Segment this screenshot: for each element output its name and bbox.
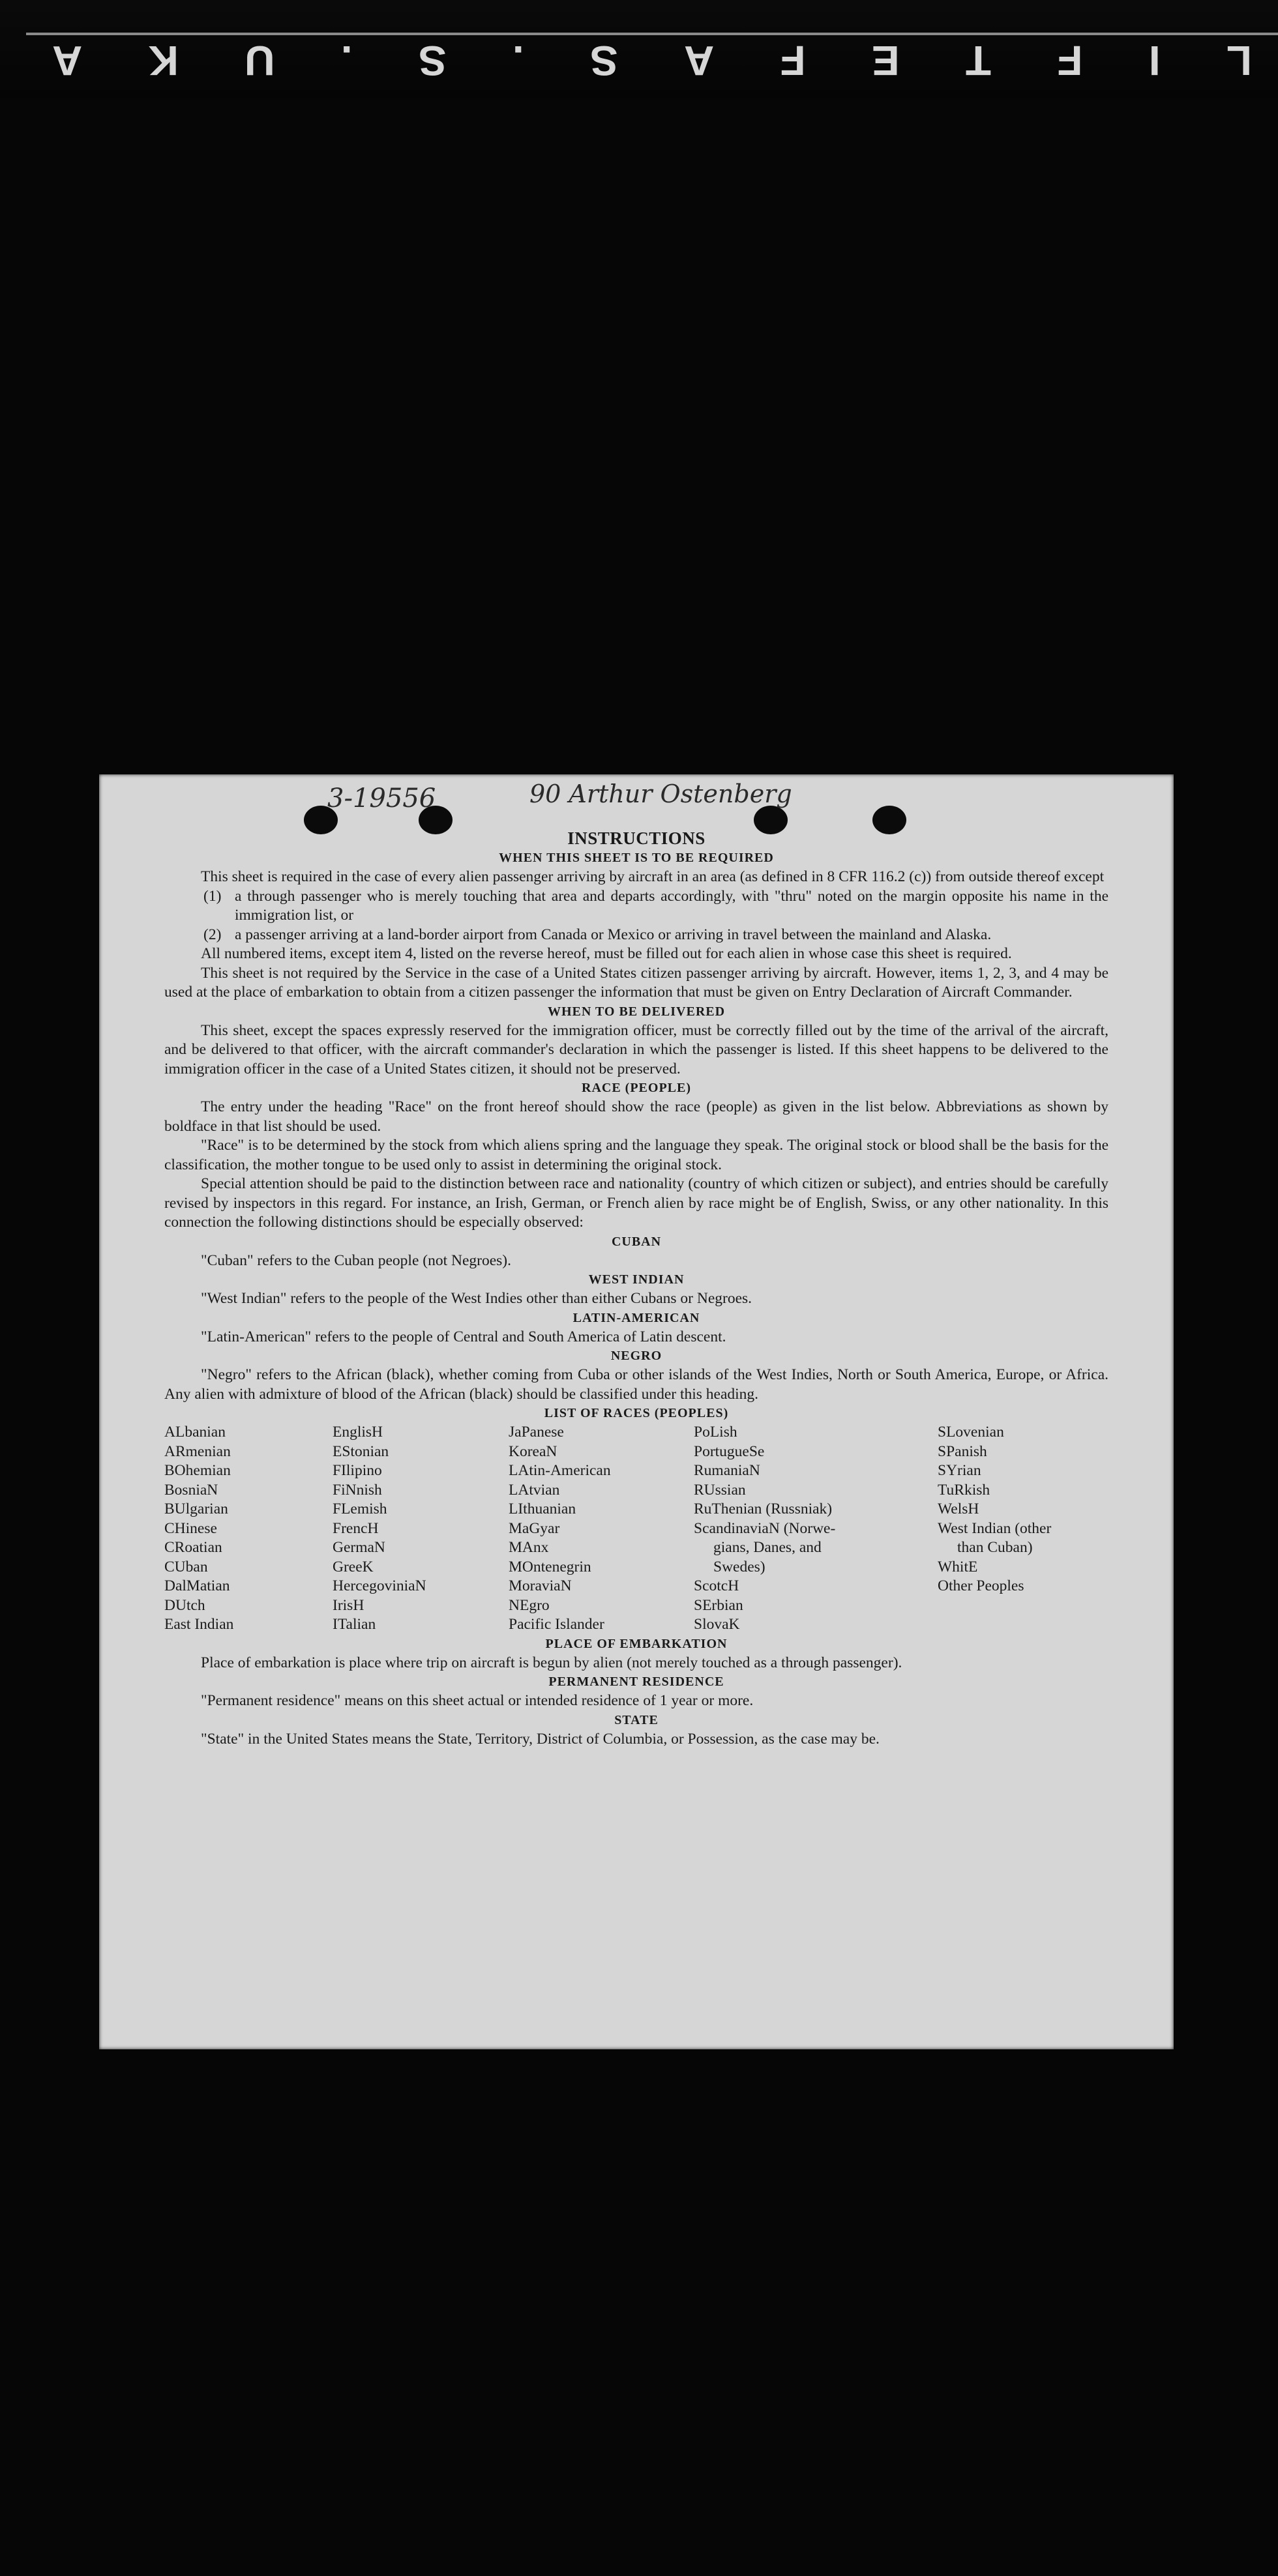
paragraph: Place of embarkation is place where trip on aircraft is begun by alien (not merely touched as a through passenger). — [201, 1654, 902, 1671]
film-letter: S — [418, 37, 447, 84]
film-edge-lettering — [52, 38, 1252, 83]
race-entry: ScandinaviaN (Norwe- — [694, 1519, 836, 1537]
race-entry: DUtch — [164, 1596, 205, 1614]
item-text: a through passenger who is merely touching that area and departs accordingly, with "thru" noted on the margin opposite his name in the immigration list, or — [235, 887, 1108, 924]
race-entry: East Indian — [164, 1616, 234, 1633]
race-entry: SYrian — [938, 1462, 981, 1479]
film-letter: A — [683, 37, 715, 84]
race-entry-continued: than Cuban) — [957, 1539, 1033, 1556]
paragraph: "West Indian" refers to the people of the West Indies other than either Cubans or Negroes. — [201, 1290, 752, 1307]
race-entry: ITalian — [333, 1616, 376, 1633]
race-entry: JaPanese — [509, 1424, 564, 1441]
race-entry: CRoatian — [164, 1539, 222, 1556]
item-text: a passenger arriving at a land-border airport from Canada or Mexico or arriving in travel between the mainland and Alaska. — [235, 926, 992, 943]
handwritten-annotation: 90 Arthur Ostenberg — [529, 780, 792, 808]
race-entry: EStonian — [333, 1442, 389, 1460]
race-entry: ScotcH — [694, 1577, 739, 1594]
section-heading-race: RACE (PEOPLE) — [582, 1081, 691, 1095]
document-title: INSTRUCTIONS — [567, 828, 706, 848]
race-entry: LAtvian — [509, 1481, 560, 1499]
section-heading-delivered: WHEN TO BE DELIVERED — [547, 1004, 726, 1019]
document-body — [164, 828, 1108, 1749]
paragraph: All numbered items, except item 4, listed on the reverse hereof, must be filled out for each alien in whose case this sheet is required. — [201, 945, 1012, 962]
races-column — [333, 1423, 509, 1635]
races-column — [164, 1423, 333, 1635]
race-entry: Pacific Islander — [509, 1616, 604, 1633]
paragraph: "Permanent residence" means on this sheet actual or intended residence of 1 year or more. — [201, 1692, 754, 1709]
film-letter: K — [148, 37, 179, 84]
race-entry: TuRkish — [938, 1481, 990, 1499]
race-entry: FiNnish — [333, 1481, 382, 1499]
film-letter: . — [340, 37, 353, 84]
heading-list-of-races: LIST OF RACES (PEOPLES) — [544, 1406, 729, 1420]
race-entry: FIlipino — [333, 1462, 382, 1479]
exception-item — [203, 926, 1108, 945]
film-letter: F — [1057, 37, 1083, 84]
handwritten-file-number: 3-19556 — [327, 783, 436, 813]
race-entry: RuThenian (Russniak) — [694, 1500, 833, 1517]
film-edge — [0, 0, 1278, 98]
race-entry: GreeK — [333, 1558, 374, 1575]
races-list — [164, 1423, 1108, 1635]
races-column — [694, 1423, 938, 1635]
item-number: (2) — [203, 926, 222, 943]
race-entry: FLemish — [333, 1500, 387, 1517]
race-entry: LIthuanian — [509, 1500, 576, 1517]
paragraph: This sheet is not required by the Service in the case of a United States citizen passenger arriving by aircraft. However, items 1, 2, 3, and 4 may be used at the place of embarkation to obtain from a citizen passenger the information that must be given on Entry Declaration of Aircraft Commander. — [164, 964, 1108, 1001]
film-letter: . — [512, 37, 524, 84]
film-edge-rule — [26, 33, 1278, 35]
race-entry: LAtin-American — [509, 1462, 611, 1479]
race-entry: GermaN — [333, 1539, 385, 1556]
race-entry: SPanish — [938, 1442, 987, 1460]
film-letter: U — [245, 37, 275, 84]
race-entry: MoraviaN — [509, 1577, 572, 1594]
race-entry: Other Peoples — [938, 1577, 1024, 1594]
heading-negro: NEGRO — [610, 1349, 662, 1363]
paragraph: Special attention should be paid to the distinction between race and nationality (country of which citizen or subject), and entries should be carefully revised by inspectors in this regard. For instance, an Irish, German, or French alien by race might be of English, Swiss, or any other nationality. In this connection the following distinctions should be especially observed: — [164, 1175, 1108, 1231]
race-entry: RumaniaN — [694, 1462, 760, 1479]
race-entry: SErbian — [694, 1596, 743, 1614]
paragraph: This sheet is required in the case of every alien passenger arriving by aircraft in an area (as defined in 8 CFR 116.2 (c)) from outside thereof except — [201, 868, 1105, 885]
race-entry: ARmenian — [164, 1442, 231, 1460]
race-entry: RUssian — [694, 1481, 746, 1499]
race-entry: SLovenian — [938, 1424, 1004, 1441]
race-entry: MaGyar — [509, 1519, 560, 1537]
film-letter: I — [1148, 37, 1161, 84]
race-entry: PoLish — [694, 1424, 737, 1441]
race-entry: MOntenegrin — [509, 1558, 591, 1575]
race-entry: FrencH — [333, 1519, 379, 1537]
race-entry: WelsH — [938, 1500, 979, 1517]
film-letter: F — [780, 37, 806, 84]
heading-state: STATE — [614, 1712, 659, 1727]
section-heading-required: WHEN THIS SHEET IS TO BE REQUIRED — [499, 851, 774, 865]
heading-cuban: CUBAN — [611, 1234, 662, 1249]
race-entry: PortugueSe — [694, 1442, 765, 1460]
paragraph: This sheet, except the spaces expressly reserved for the immigration officer, must be correctly filled out by the time of the arrival of the aircraft, and be delivered to that officer, with the aircraft commander's declaration in which the passenger is listed. If this sheet happens to be delivered to the immigration officer in the case of a United States citizen, it should not be preserved. — [164, 1021, 1108, 1077]
race-entry: CUban — [164, 1558, 208, 1575]
film-letter: S — [589, 37, 618, 84]
race-entry: BUlgarian — [164, 1500, 228, 1517]
heading-west-indian: WEST INDIAN — [588, 1272, 685, 1287]
race-entry: SlovaK — [694, 1616, 740, 1633]
heading-permanent-residence: PERMANENT RESIDENCE — [548, 1675, 724, 1689]
paragraph: "State" in the United States means the State, Territory, District of Columbia, or Possession, as the case may be. — [201, 1730, 880, 1748]
film-letter: E — [871, 37, 900, 84]
race-entry: HercegoviniaN — [333, 1577, 426, 1594]
race-entry: MAnx — [509, 1539, 549, 1556]
race-entry: EnglisH — [333, 1424, 383, 1441]
race-entry: West Indian (other — [938, 1519, 1052, 1537]
race-entry: BOhemian — [164, 1462, 231, 1479]
film-letter: A — [52, 37, 83, 84]
races-column — [509, 1423, 694, 1635]
paragraph: "Negro" refers to the African (black), whether coming from Cuba or other islands of the West Indies, North or South America, Europe, or Africa. Any alien with admixture of blood of the African (black) should be classified under this heading. — [164, 1366, 1108, 1403]
race-entry: ALbanian — [164, 1424, 226, 1441]
race-entry: NEgro — [509, 1596, 550, 1614]
item-number: (1) — [203, 887, 222, 905]
race-entry-continued: Swedes) — [713, 1558, 765, 1575]
paragraph: The entry under the heading "Race" on the front hereof should show the race (people) as given in the list below. Abbreviations as shown by boldface in that list should be used. — [164, 1098, 1108, 1135]
races-column — [938, 1423, 1108, 1635]
race-entry: IrisH — [333, 1596, 364, 1614]
heading-place-of-embarkation: PLACE OF EMBARKATION — [545, 1636, 728, 1651]
heading-latin-american: LATIN-AMERICAN — [572, 1310, 700, 1325]
instruction-sheet — [99, 774, 1174, 2049]
race-entry: BosniaN — [164, 1481, 218, 1499]
paragraph: "Latin-American" refers to the people of Central and South America of Latin descent. — [201, 1328, 726, 1345]
race-entry: WhitE — [938, 1558, 978, 1575]
exception-item — [203, 887, 1108, 926]
film-letter: L — [1226, 37, 1252, 84]
race-entry: KoreaN — [509, 1442, 557, 1460]
paragraph: "Cuban" refers to the Cuban people (not Negroes). — [201, 1251, 511, 1269]
paragraph: "Race" is to be determined by the stock from which aliens spring and the language they speak. The original stock or blood shall be the basis for the classification, the mother tongue to be used only to assist in determining the original stock. — [164, 1137, 1108, 1173]
race-entry: DalMatian — [164, 1577, 230, 1594]
race-entry: CHinese — [164, 1519, 217, 1537]
race-entry-continued: gians, Danes, and — [713, 1539, 822, 1556]
film-letter: T — [965, 37, 992, 84]
